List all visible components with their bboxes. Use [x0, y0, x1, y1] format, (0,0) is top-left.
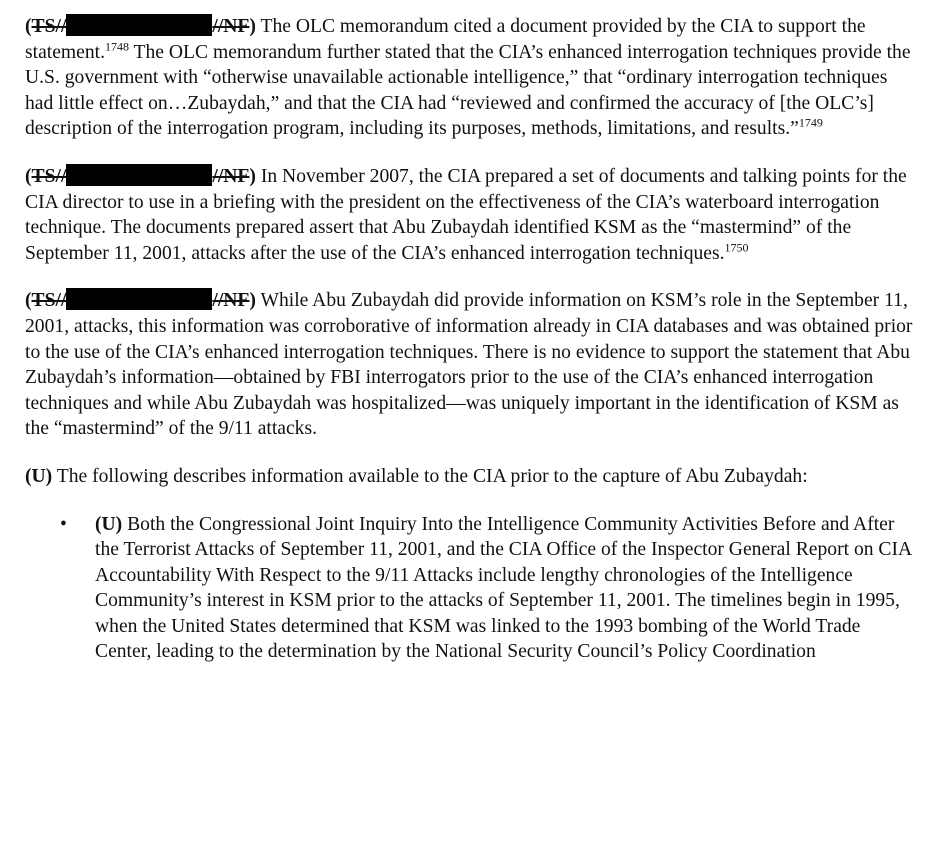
redaction-block: [66, 14, 212, 36]
paragraph-olc-memorandum: [25, 14, 915, 142]
unclassified-marking: (U): [95, 513, 123, 535]
bullet-icon: •: [60, 513, 67, 535]
struck-nf-marking: //NF: [212, 16, 250, 37]
paragraph-text: While Abu Zubaydah did provide information on KSM’s role in the September 11, 2001, attacks, this information was corroborative of information already in CIA databases and was obtained prior to the use of the CIA’s enhanced interrogation techniques. There is no evidence to support the statement that Abu Zubaydah’s information—obtained by FBI interrogators prior to the use of the CIA’s enhanced interrogation techniques and while Abu Zubaydah was hospitalized—was uniquely important in the identification of KSM as the “mastermind” of the 9/11 attacks.: [25, 290, 913, 440]
paragraph-text: The OLC memorandum further stated that the CIA’s enhanced interrogation techniques provide the U.S. government with “otherwise unavailable actionable intelligence,” that “ordinary interrogation techniques had little effect on…Zubaydah,” and that the CIA had “reviewed and confirmed the accuracy of [the OLC’s] description of the interrogation program, including its purposes, methods, limitations, and results.”: [25, 41, 911, 140]
bullet-list: [25, 512, 915, 666]
classification-marking: (TS// //NF): [25, 16, 256, 37]
paragraph-text: The following describes information available to the CIA prior to the capture of Abu Zubaydah:: [52, 465, 808, 487]
footnote-ref: 1749: [798, 115, 823, 130]
classification-marking: (TS// //NF): [25, 165, 256, 187]
paragraph-following-describes: [25, 464, 915, 490]
classification-marking: (TS// //NF): [25, 290, 256, 312]
redaction-block: [66, 164, 212, 186]
bullet-text: Both the Congressional Joint Inquiry Into the Intelligence Community Activities Before and After the Terrorist Attacks of September 11, 2001, and the CIA Office of the Inspector General Report on CIA Accountability With Respect to the 9/11 Attacks include lengthy chronologies of the Intelligence Community’s interest in KSM prior to the attacks of September 11, 2001. The timelines begin in 1995, when the United States determined that KSM was linked to the 1993 bombing of the World Trade Center, leading to the determination by the National Security Council’s Policy Coordination: [95, 513, 912, 663]
footnote-ref: 1748: [104, 39, 129, 54]
paragraph-text: The OLC memorandum cited a document provided by the CIA to support the statement.: [25, 16, 866, 63]
redaction-block: [66, 288, 212, 310]
struck-nf-marking: //NF: [212, 290, 250, 312]
list-item: [25, 512, 915, 666]
paragraph-corroborative: [25, 288, 915, 442]
footnote-ref: 1750: [724, 240, 749, 255]
document-page: [25, 14, 915, 665]
struck-ts-marking: TS: [31, 16, 56, 37]
struck-nf-marking: //NF: [212, 165, 250, 187]
unclassified-marking: (U): [25, 465, 53, 487]
paragraph-text: In November 2007, the CIA prepared a set of documents and talking points for the CIA director to use in a briefing with the president on the effectiveness of the CIA’s waterboard interrogation technique. The documents prepared assert that Abu Zubaydah identified KSM as the “mastermind” of the September 11, 2001, attacks after the use of the CIA’s enhanced interrogation techniques.: [25, 165, 907, 264]
struck-ts-marking: TS: [31, 165, 56, 187]
paragraph-november-2007: [25, 164, 915, 266]
struck-ts-marking: TS: [31, 290, 56, 312]
